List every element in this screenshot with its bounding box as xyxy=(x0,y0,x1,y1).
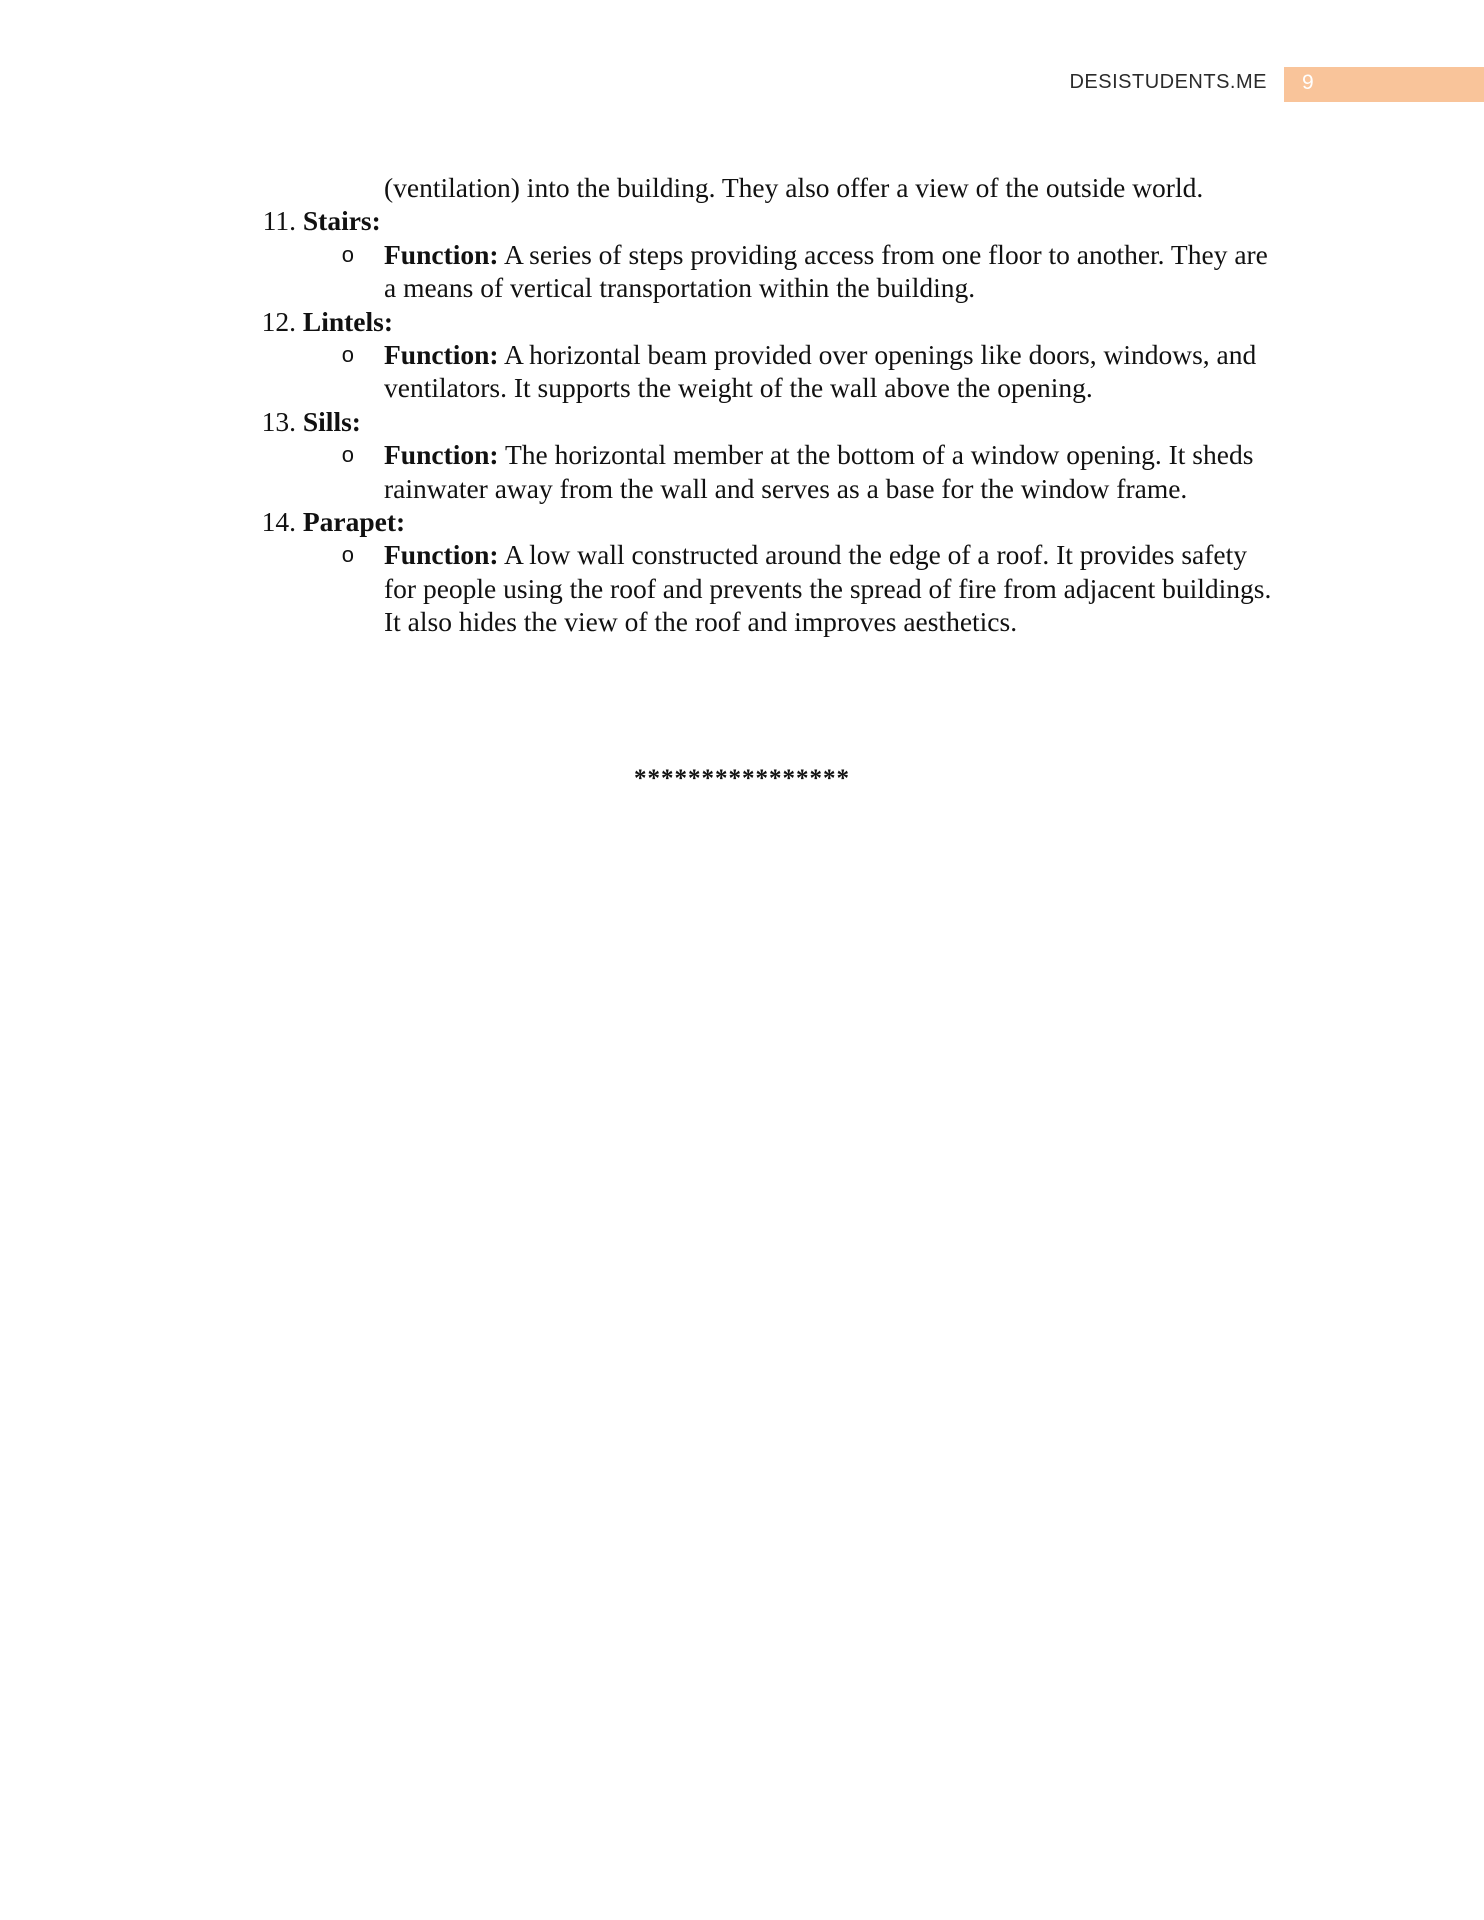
item-number: 14. xyxy=(261,506,296,538)
bullet-text xyxy=(384,438,1284,505)
continuation-text: (ventilation) into the building. They also offer a view of the outside world. xyxy=(384,172,1204,203)
item-title xyxy=(296,405,361,438)
item-title-text: Parapet: xyxy=(302,506,406,538)
bullet-label: Function: xyxy=(384,238,499,270)
item-number: 12. xyxy=(261,305,296,337)
item-title-text: Stairs: xyxy=(302,205,381,237)
bullet-label: Function: xyxy=(384,339,499,371)
header-site-name: DESISTUDENTS.ME xyxy=(1069,71,1267,93)
bullet-label: Function: xyxy=(384,439,499,471)
bullet-marker: o xyxy=(341,241,354,267)
bullet-marker: o xyxy=(341,542,354,568)
bullet-label: Function: xyxy=(384,539,499,571)
item-number: 11. xyxy=(262,205,296,237)
list-item xyxy=(0,405,1484,438)
bullet-text xyxy=(384,538,1284,638)
sub-bullet xyxy=(0,438,1484,505)
section-separator: **************** xyxy=(634,765,850,792)
item-title xyxy=(296,505,405,538)
page-number: 9 xyxy=(1302,71,1314,94)
sub-bullet xyxy=(0,338,1484,405)
list-item xyxy=(0,204,1484,237)
list-item xyxy=(0,505,1484,538)
bullet-text xyxy=(384,338,1284,405)
sub-bullet xyxy=(0,238,1484,305)
item-title-text: Sills: xyxy=(302,405,361,437)
item-title xyxy=(296,305,393,338)
document-body xyxy=(0,171,1484,639)
page-number-badge xyxy=(1284,67,1484,102)
bullet-marker: o xyxy=(341,442,354,468)
item-title xyxy=(296,204,381,237)
bullet-body: A horizontal beam provided over openings like doors, windows, and ventilators. It supports the weight of the wall above the opening. xyxy=(384,339,1257,404)
list-item xyxy=(0,305,1484,338)
sub-bullet xyxy=(0,538,1484,638)
bullet-text xyxy=(384,238,1284,305)
item-title-text: Lintels: xyxy=(302,305,394,337)
bullet-body: The horizontal member at the bottom of a window opening. It sheds rainwater away from the wall and serves as a base for the window frame. xyxy=(384,439,1254,504)
bullet-body: A low wall constructed around the edge of a roof. It provides safety for people using the roof and prevents the spread of fire from adjacent buildings. It also hides the view of the roof and improves aesthetics. xyxy=(384,539,1272,638)
bullet-body: A series of steps providing access from one floor to another. They are a means of vertical transportation within the building. xyxy=(384,238,1268,304)
bullet-marker: o xyxy=(341,342,354,368)
item-number: 13. xyxy=(261,405,296,437)
